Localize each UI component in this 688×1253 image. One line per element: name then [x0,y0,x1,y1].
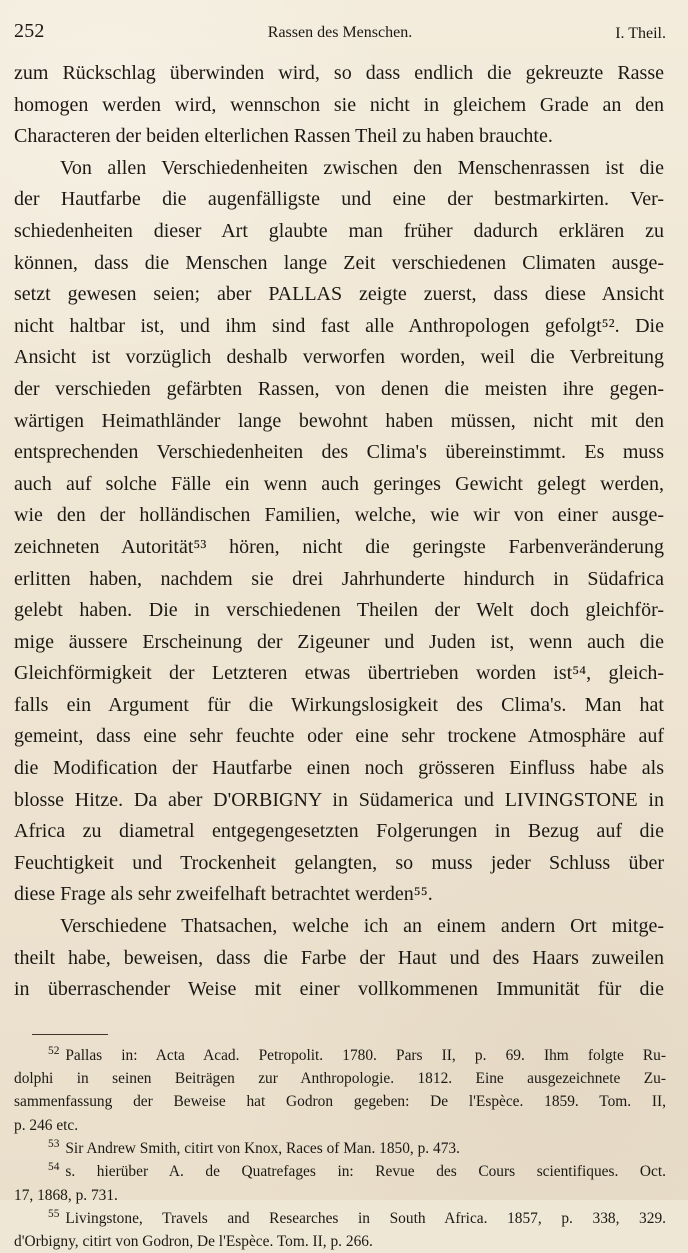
text-line: mige äussere Erscheinung der Zigeuner und Juden ist, wenn auch die [14,630,664,653]
text-line: gelebt haben. Die in verschiedenen Theilen der Welt doch gleichför- [14,599,664,622]
text-line: zeichneten Autorität⁵³ hören, nicht die geringste Farbenveränderung [14,535,664,558]
text-line: Von allen Verschiedenheiten zwischen den Menschenrassen ist die [60,156,664,179]
text-line: Africa zu diametral entgegengesetzten Folgerungen in Bezug auf die [14,820,664,843]
footnote-line: sammenfassung der Beweise hat Godron gegeben: De l'Espèce. 1859. Tom. II, [14,1093,666,1111]
text-line: der verschieden gefärbten Rassen, von denen die meisten ihre gegen- [14,377,664,400]
text-line: entsprechenden Verschiedenheiten des Clima's übereinstimmt. Es muss [14,441,664,464]
text-line: auch auf solche Fälle ein wenn auch geringes Gewicht gelegt werden, [14,472,664,495]
text-line: wie den der holländischen Familien, welche, wie wir von einer ausge- [14,504,664,527]
footnote-line: 52 Pallas in: Acta Acad. Petropolit. 1780. Pars II, p. 69. Ihm folgte Ru- [48,1044,666,1064]
text-line: Gleichförmigkeit der Letzteren etwas übertrieben worden ist⁵⁴, gleich- [14,662,664,685]
footnote-line: 53 Sir Andrew Smith, citirt von Knox, Races of Man. 1850, p. 473. [48,1137,460,1157]
main-text [14,58,664,1006]
part-label: I. Theil. [615,25,666,42]
footnote-55 [14,1207,666,1253]
text-line: Verschiedene Thatsachen, welche ich an einem andern Ort mitge- [60,915,664,938]
text-line: wärtigen Heimathländer lange bewohnt haben müssen, nicht mit den [14,409,664,432]
page-header [14,16,666,50]
footnote-line: d'Orbigny, citirt von Godron, De l'Espèce. Tom. II, p. 266. [14,1233,373,1251]
text-line: gemeint, dass eine sehr feuchte oder eine sehr trockene Atmosphäre auf [14,725,664,748]
text-line: theilt habe, beweisen, dass die Farbe der Haut und des Haars zuweilen [14,946,664,969]
footnote-line: 17, 1868, p. 731. [14,1186,118,1204]
paragraph-3 [14,911,664,1006]
text-line: der Hautfarbe die augenfälligste und eine der bestmarkirten. Ver- [14,188,664,211]
footnote-text: Livingstone, Travels and Researches in South Africa. 1857, p. 338, 329. [65,1209,666,1227]
footnote-text: Sir Andrew Smith, citirt von Knox, Races of Man. 1850, p. 473. [65,1140,460,1157]
footnote-text: s. hierüber A. de Quatrefages in: Revue des Cours scientifiques. Oct. [65,1163,666,1181]
footnote-line: dolphi in seinen Beiträgen zur Anthropologie. 1812. Eine ausgezeichnete Zu- [14,1070,666,1088]
footnote-text: Pallas in: Acta Acad. Petropolit. 1780. Pars II, p. 69. Ihm folgte Ru- [65,1046,666,1064]
text-line: nicht haltbar ist, und ihm sind fast alle Anthropologen gefolgt⁵². Die [14,314,664,337]
footnote-line: 55 Livingstone, Travels and Researches in South Africa. 1857, p. 338, 329. [48,1207,666,1227]
paragraph-2 [14,153,664,911]
text-line: in überraschender Weise mit einer vollkommenen Immunität für die [14,978,664,1001]
text-line: schiedenheiten dieser Art glaubte man früher dadurch erklären zu [14,219,664,242]
text-line: zum Rückschlag überwinden wird, so dass endlich die gekreuzte Rasse [14,62,664,84]
text-line: falls ein Argument für die Wirkungslosigkeit des Clima's. Man hat [14,693,664,716]
text-line: homogen werden wird, wennschon sie nicht in gleichem Grade an den [14,93,664,116]
paragraph-1 [14,58,664,153]
text-line: erlitten haben, nachdem sie drei Jahrhunderte hindurch in Südafrica [14,567,664,590]
text-line: Ansicht ist vorzüglich deshalb verworfen worden, weil die Verbreitung [14,346,664,369]
footnotes [14,1044,666,1253]
text-line: Feuchtigkeit und Trockenheit gelangten, so muss jeder Schluss über [14,851,664,874]
footnote-line: p. 246 etc. [14,1116,79,1134]
footnote-line: 54 s. hierüber A. de Quatrefages in: Revue des Cours scientifiques. Oct. [48,1161,666,1181]
footnote-separator [32,1034,108,1035]
page-number: 252 [14,20,45,42]
text-line: blosse Hitze. Da aber D'ORBIGNY in Südamerica und LIVINGSTONE in [14,788,664,811]
text-line: diese Frage als sehr zweifelhaft betrachtet werden⁵⁵. [14,883,433,906]
text-line: können, dass die Menschen lange Zeit verschiedenen Climaten ausge- [14,251,664,274]
running-title: Rassen des Menschen. [267,24,413,41]
footnote-52 [14,1044,666,1137]
footnote-53 [14,1137,666,1160]
text-line: setzt gewesen seien; aber PALLAS zeigte zuerst, dass diese Ansicht [14,283,664,306]
text-line: die Modification der Hautfarbe einen noch grösseren Einfluss habe als [14,757,664,780]
text-line: Characteren der beiden elterlichen Rassen Theil zu haben brauchte. [14,125,553,148]
